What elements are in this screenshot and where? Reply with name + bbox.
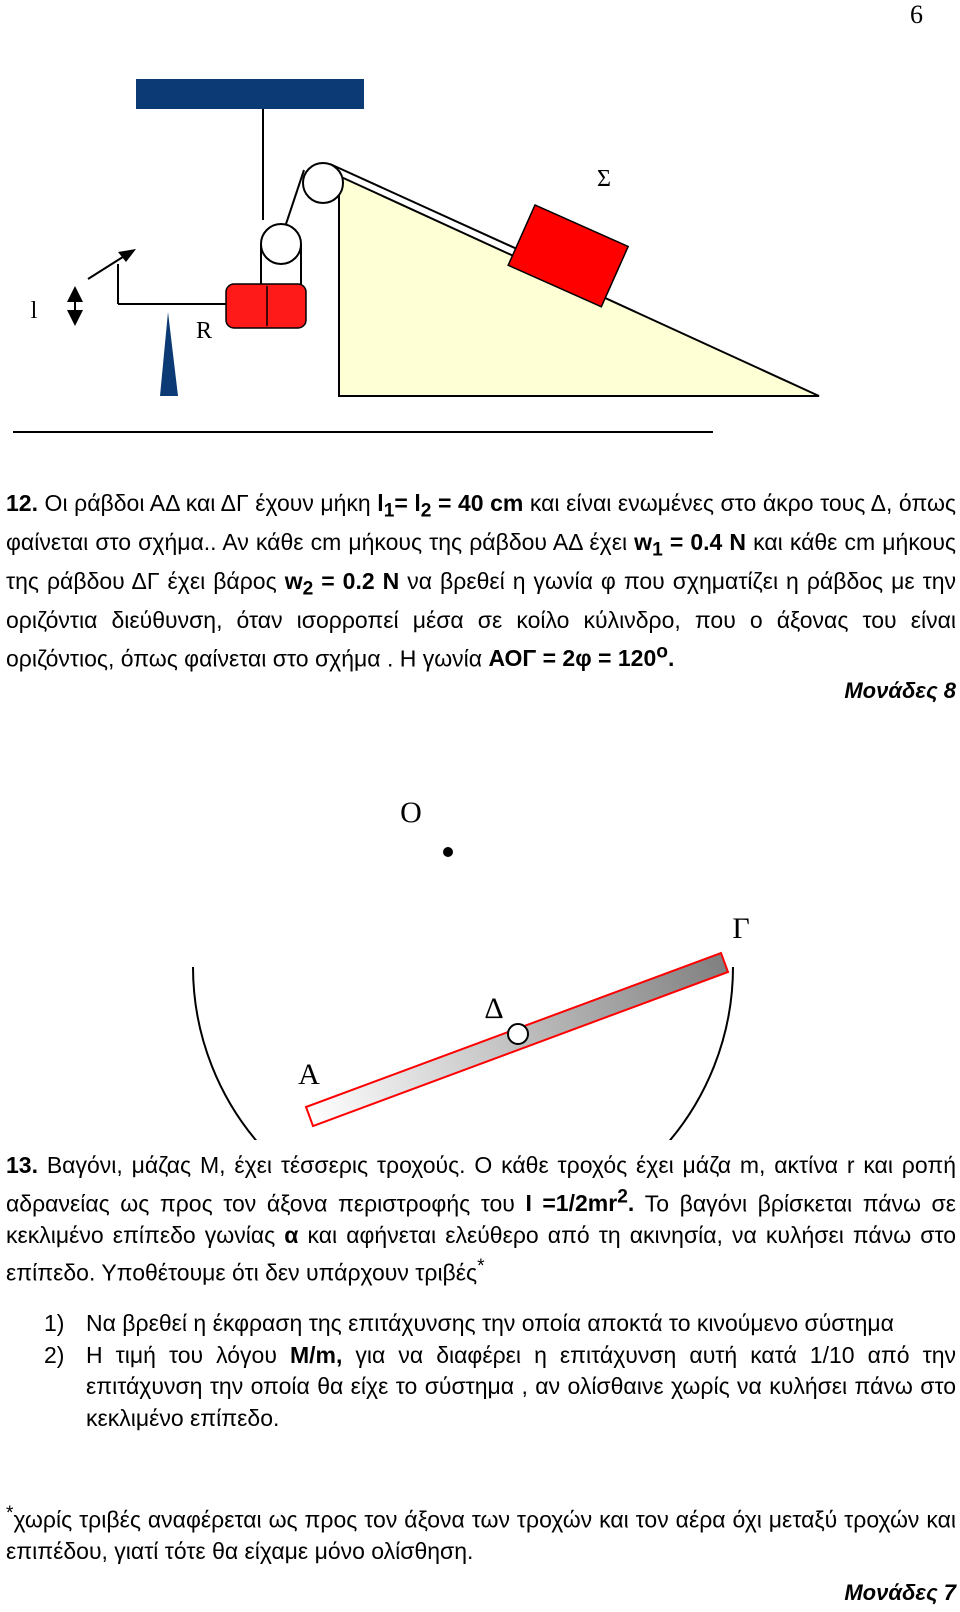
joint-delta (508, 1024, 528, 1044)
arrow-line (88, 255, 126, 279)
problem-13-items (6, 1308, 956, 1434)
label-gamma: Γ (732, 912, 750, 945)
top-pulley (303, 163, 343, 203)
problem-12-number: 12. (6, 490, 38, 516)
label-a: Α (298, 1058, 320, 1091)
problem-12-text: 12. Οι ράβδοι ΑΔ και ΔΓ έχουν μήκη $l_1= l_2 = 40$ cm και είναι ενωμένες στο άκρο τους Δ, όπως φαίνεται στο σχήμα.. Αν κάθε cm μήκους της ράβδου ΑΔ έχει $w_1 = 0.4$ N και κάθε cm μήκους της ράβδου ΔΓ έχει βάρος $w_2 = 0.2$ N να βρεθεί η γωνία φ που σχηματίζει η ράβδος με την οριζόντια διεύθυνση, όταν ισορροπεί μέσα σε κοίλο κύλινδρο, που ο άξονας του είναι οριζόντιος, όπως φαίνεται στο σχήμα . Η γωνία $AO\Gamma = 2\varphi = 120^o$. (6, 490, 957, 672)
label-r: R (195, 318, 213, 344)
list-item: 2) Η τιμή του λόγου M/m, για να διαφέρει η επιτάχυνση αυτή κατά 1/10 από την επιτάχυνση την οποία θα είχε το σύστημα , αν ολίσθαινε χωρίς να κυλήσει πάνω στο κεκλιμένο επίπεδο. (44, 1341, 956, 1431)
label-delta: Δ (484, 992, 504, 1025)
label-l: l (30, 298, 38, 324)
dimension-arrow-down (67, 310, 83, 326)
figure-inclined-plane (0, 0, 960, 440)
problem-13-number: 13. (6, 1152, 38, 1178)
problem-13-text: 13. Βαγόνι, μάζας Μ, έχει τέσσερις τροχούς. Ο κάθε τροχός έχει μάζα m, ακτίνα r και ροπή αδρανείας ως προς τον άξονα περιστροφής του $I =1/2mr^2$. Το βαγόνι βρίσκεται πάνω σε κεκλιμένο επίπεδο γωνίας α και αφήνεται ελεύθερο από τη ακινησία, να κυλήσει πάνω στο επίπεδο. Υποθέτουμε ότι δεν υπάρχουν τριβές* (6, 1152, 956, 1286)
label-o: Ο (400, 796, 422, 829)
label-sigma: Σ (597, 166, 611, 192)
problem-12-units: Μονάδες 8 (844, 678, 956, 703)
center-point-o (443, 847, 453, 857)
list-item: 1) Να βρεθεί η έκφραση της επιτάχυνσης την οποία αποκτά το κινούμενο σύστημα (44, 1310, 894, 1336)
footnote: *χωρίς τριβές αναφέρεται ως προς τον άξονα των τροχών και τον αέρα όχι μεταξύ τροχών και επιπέδου, γιατί τότε θα είχαμε μόνο ολίσθηση. (6, 1503, 956, 1565)
cylinder-r (226, 284, 306, 328)
problem-13-units: Μονάδες 7 (844, 1580, 956, 1605)
ceiling-support (136, 79, 364, 109)
figure-rod-in-cylinder (0, 760, 960, 1140)
lower-pulley (261, 224, 301, 264)
fulcrum (160, 312, 178, 396)
arrow-head (118, 249, 136, 262)
page-number: 6 (910, 0, 923, 29)
dimension-arrow-up (67, 286, 83, 302)
